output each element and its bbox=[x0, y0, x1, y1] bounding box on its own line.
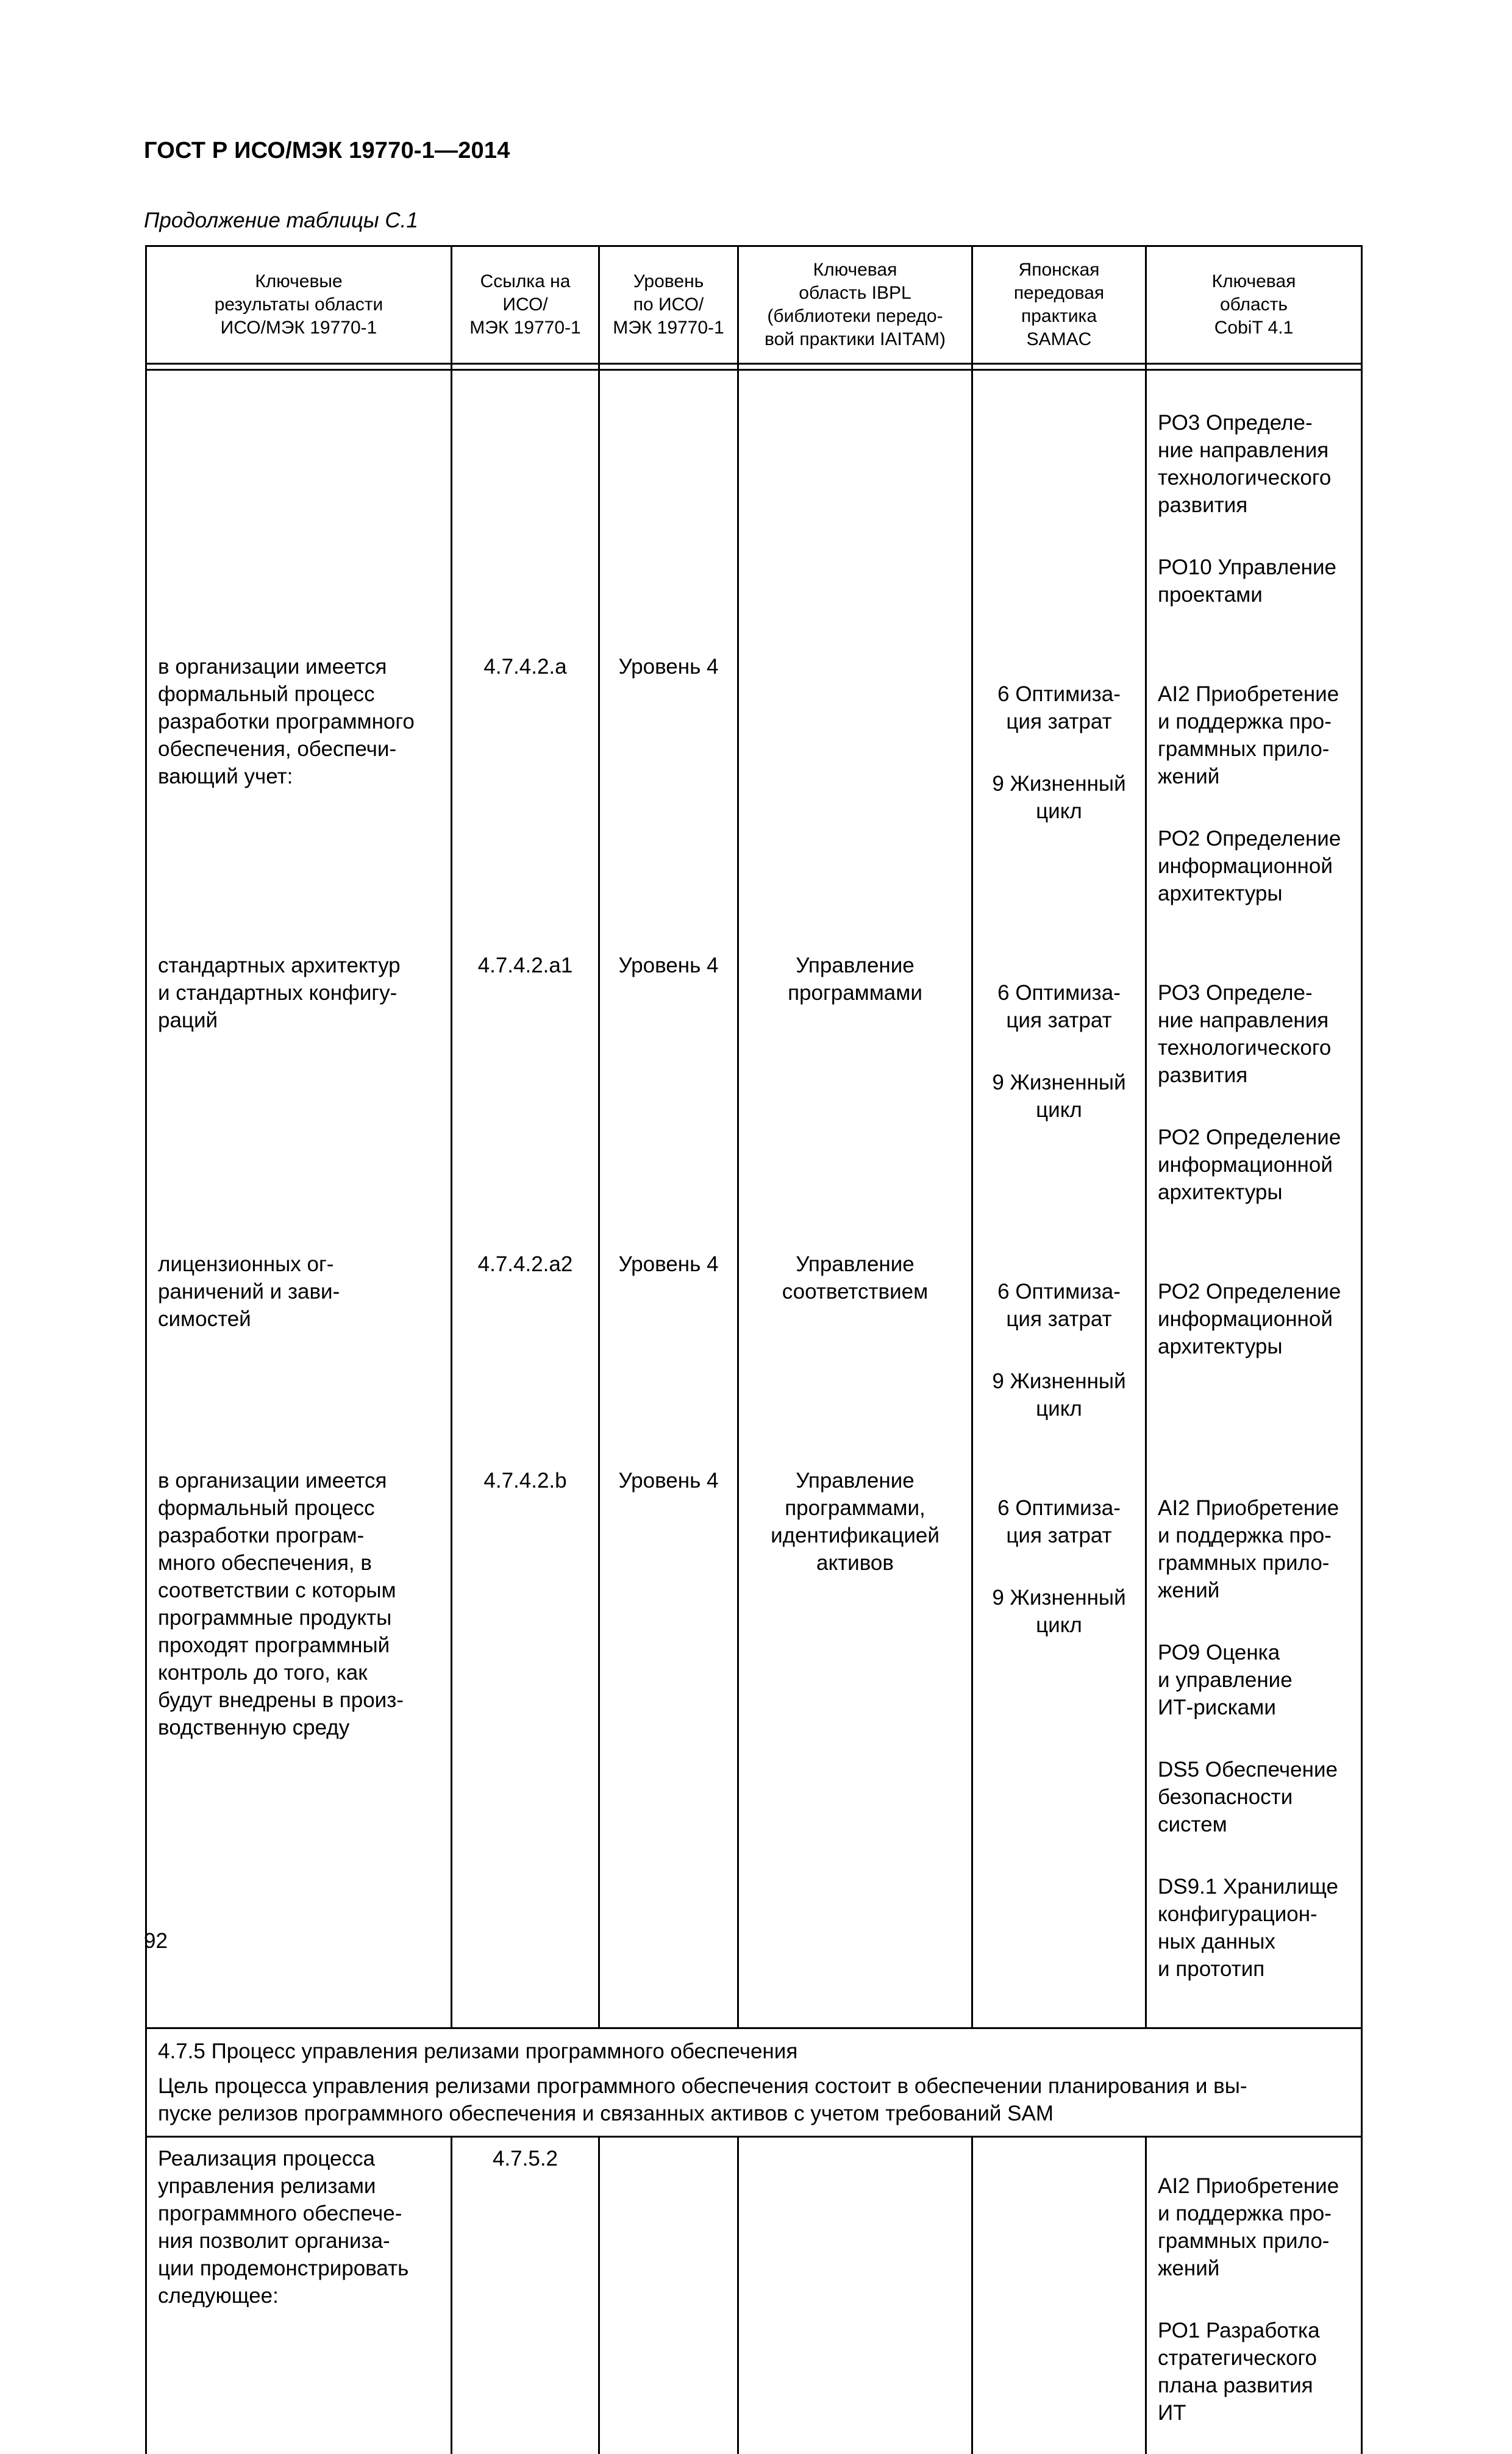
table-row bbox=[146, 1467, 1362, 2028]
samac-cell bbox=[972, 1250, 1146, 1467]
samac-cell bbox=[972, 370, 1146, 654]
level-cell bbox=[599, 370, 738, 654]
ibpl-cell bbox=[738, 653, 972, 952]
reference-cell: 4.7.4.2.b bbox=[452, 1467, 599, 2028]
ibpl-cell bbox=[738, 2137, 972, 2454]
level-cell bbox=[599, 2137, 738, 2454]
cobit-cell bbox=[1146, 653, 1362, 952]
samac-item: 6 Оптимиза- ция затрат bbox=[984, 1494, 1134, 1549]
table-row bbox=[146, 370, 1362, 654]
column-header-samac: Японская передовая практика SAMAC bbox=[972, 246, 1146, 364]
column-header-reference: Ссылка на ИСО/ МЭК 19770-1 bbox=[452, 246, 599, 364]
samac-cell bbox=[972, 2137, 1146, 2454]
samac-item: 6 Оптимиза- ция затрат bbox=[984, 979, 1134, 1034]
standards-mapping-table bbox=[145, 245, 1363, 2454]
reference-cell bbox=[452, 370, 599, 654]
section-cell bbox=[146, 2028, 1362, 2137]
cobit-item: AI2 Приобретение и поддержка про- граммных прило- жений bbox=[1158, 680, 1350, 790]
cobit-item: РО10 Управление проектами bbox=[1158, 554, 1350, 608]
cobit-item: РО3 Определе- ние направления технологического развития bbox=[1158, 409, 1350, 519]
document-title: ГОСТ Р ИСО/МЭК 19770-1—2014 bbox=[144, 138, 510, 164]
reference-cell: 4.7.4.2.a1 bbox=[452, 952, 599, 1250]
column-header-ibpl: Ключевая область IBPL (библиотеки передо- вой практики IAITAM) bbox=[738, 246, 972, 364]
result-cell bbox=[146, 370, 452, 654]
level-cell: Уровень 4 bbox=[599, 653, 738, 952]
page-number: 92 bbox=[144, 1929, 168, 1953]
column-header-key-results: Ключевые результаты области ИСО/МЭК 19770-1 bbox=[146, 246, 452, 364]
result-cell: в организации имеется формальный процесс разработки программного обеспечения, обеспечи- вающий учет: bbox=[146, 653, 452, 952]
table-caption: Продолжение таблицы С.1 bbox=[144, 209, 418, 233]
section-title: 4.7.5 Процесс управления релизами программного обеспечения bbox=[158, 2038, 1350, 2065]
result-cell: Реализация процесса управления релизами программного обеспече- ния позволит организа- ции продемонстрировать следующее: bbox=[146, 2137, 452, 2454]
result-cell: в организации имеется формальный процесс разработки програм- много обеспечения, в соответствии с которым программные продукты проходят программный контроль до того, как будут внедрены в произ- водственную среду bbox=[146, 1467, 452, 2028]
cobit-cell bbox=[1146, 2137, 1362, 2454]
table-row bbox=[146, 653, 1362, 952]
samac-item: 9 Жизненный цикл bbox=[984, 1368, 1134, 1422]
reference-cell: 4.7.4.2.a bbox=[452, 653, 599, 952]
ibpl-cell: Управление программами bbox=[738, 952, 972, 1250]
cobit-item: РО2 Определение информационной архитектуры bbox=[1158, 1278, 1350, 1360]
samac-item: 9 Жизненный цикл bbox=[984, 1584, 1134, 1639]
section-row bbox=[146, 2028, 1362, 2137]
header-double-rule bbox=[146, 364, 1362, 370]
reference-cell: 4.7.4.2.a2 bbox=[452, 1250, 599, 1467]
table-header-row bbox=[146, 246, 1362, 364]
cobit-item: AI2 Приобретение и поддержка про- граммных прило- жений bbox=[1158, 2172, 1350, 2282]
cobit-cell bbox=[1146, 952, 1362, 1250]
ibpl-cell: Управление программами, идентификацией активов bbox=[738, 1467, 972, 2028]
column-header-level: Уровень по ИСО/ МЭК 19770-1 bbox=[599, 246, 738, 364]
samac-cell bbox=[972, 653, 1146, 952]
samac-item: 6 Оптимиза- ция затрат bbox=[984, 1278, 1134, 1333]
cobit-cell bbox=[1146, 1250, 1362, 1467]
cobit-item: DS5 Обеспечение безопасности систем bbox=[1158, 1756, 1350, 1838]
result-cell: стандартных архитектур и стандартных конфигу- раций bbox=[146, 952, 452, 1250]
samac-item: 9 Жизненный цикл bbox=[984, 770, 1134, 825]
cobit-item: РО1 Разработка стратегического плана развития ИТ bbox=[1158, 2317, 1350, 2427]
ibpl-cell: Управление соответствием bbox=[738, 1250, 972, 1467]
samac-item: 9 Жизненный цикл bbox=[984, 1069, 1134, 1124]
table-row bbox=[146, 952, 1362, 1250]
column-header-cobit: Ключевая область CobiT 4.1 bbox=[1146, 246, 1362, 364]
section-text: Цель процесса управления релизами программного обеспечения состоит в обеспечении планирования и вы- пуске релизов программного обеспечения и связанных активов с учетом требований SAM bbox=[158, 2074, 1247, 2125]
samac-item: 6 Оптимиза- ция затрат bbox=[984, 680, 1134, 735]
cobit-item: РО2 Определение информационной архитектуры bbox=[1158, 825, 1350, 907]
cobit-item: DS9.1 Хранилище конфигурацион- ных данных и прототип bbox=[1158, 1873, 1350, 1983]
result-cell: лицензионных ог- раничений и зави- симостей bbox=[146, 1250, 452, 1467]
level-cell: Уровень 4 bbox=[599, 952, 738, 1250]
cobit-item: РО9 Оценка и управление ИТ-рисками bbox=[1158, 1639, 1350, 1721]
table-row bbox=[146, 2137, 1362, 2454]
samac-cell bbox=[972, 1467, 1146, 2028]
table-row bbox=[146, 1250, 1362, 1467]
samac-cell bbox=[972, 952, 1146, 1250]
reference-cell: 4.7.5.2 bbox=[452, 2137, 599, 2454]
cobit-cell bbox=[1146, 1467, 1362, 2028]
cobit-cell bbox=[1146, 370, 1362, 654]
cobit-item: AI2 Приобретение и поддержка про- граммных прило- жений bbox=[1158, 1494, 1350, 1604]
level-cell: Уровень 4 bbox=[599, 1250, 738, 1467]
cobit-item: РО2 Определение информационной архитектуры bbox=[1158, 1124, 1350, 1206]
level-cell: Уровень 4 bbox=[599, 1467, 738, 2028]
cobit-item: РО3 Определе- ние направления технологического развития bbox=[1158, 979, 1350, 1089]
ibpl-cell bbox=[738, 370, 972, 654]
